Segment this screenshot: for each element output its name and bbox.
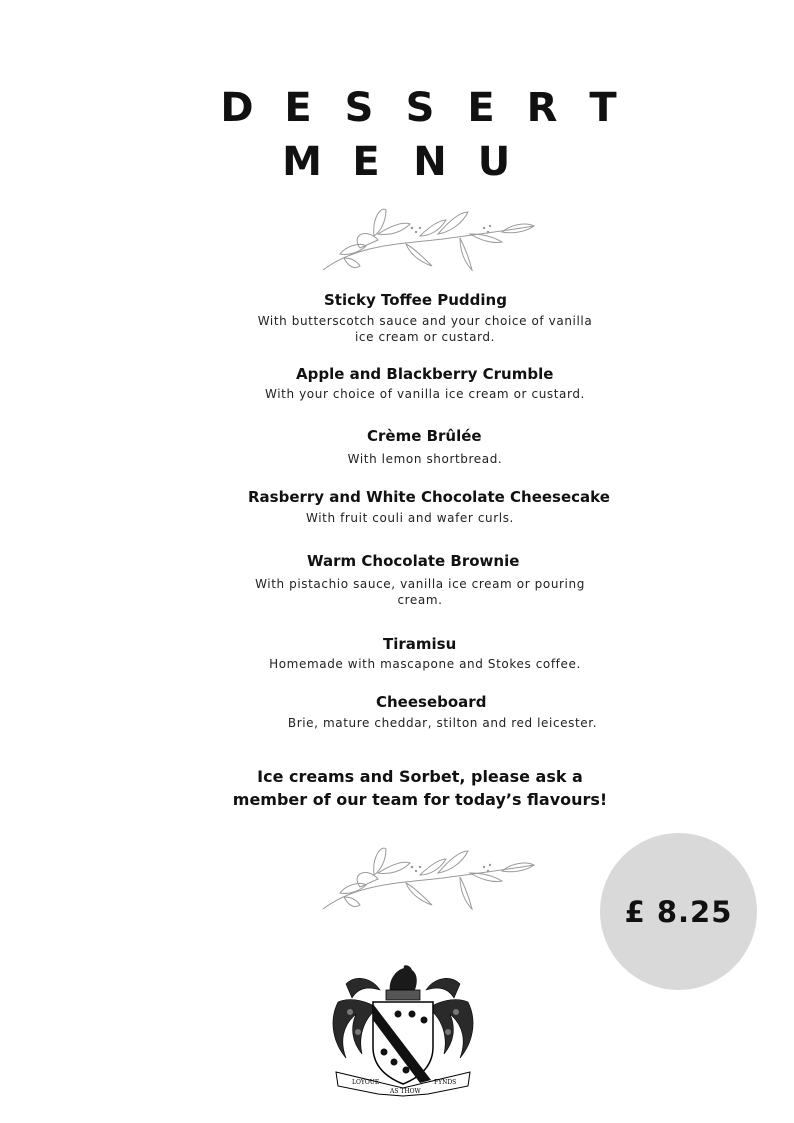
heraldic-crest-icon <box>328 962 478 1097</box>
crest-motto-left: LOYOUE <box>352 1079 380 1086</box>
menu-item-name: Crème Brûlée <box>367 427 482 445</box>
menu-item-description: With lemon shortbread. <box>347 452 503 466</box>
title-letter: N <box>413 139 447 185</box>
menu-item-description: Homemade with mascapone and Stokes coffee. <box>269 657 581 671</box>
title-letter: R <box>526 85 558 131</box>
menu-item-name: Apple and Blackberry Crumble <box>296 365 554 383</box>
price-badge <box>600 833 757 990</box>
title-letter: D <box>220 85 254 131</box>
title-letter: S <box>344 85 374 131</box>
menu-item-description: Brie, mature cheddar, stilton and red leicester. <box>287 716 598 730</box>
title-letter: M <box>282 139 322 185</box>
menu-item-name: Warm Chocolate Brownie <box>307 552 520 570</box>
price-label: £ 8.25 <box>624 894 733 929</box>
menu-item-name: Cheeseboard <box>376 693 487 711</box>
flavours-note: Ice creams and Sorbet, please ask a member of our team for today’s flavours! <box>232 767 608 809</box>
menu-item-description: With fruit couli and wafer curls. <box>306 511 514 525</box>
title-letter: S <box>405 85 435 131</box>
leaf-sprig-icon <box>320 204 540 274</box>
menu-item-description: With butterscotch sauce and your choice of vanilla ice cream or custard. <box>257 314 593 344</box>
title-letter: U <box>477 139 511 185</box>
leaf-sprig-icon <box>320 843 540 913</box>
title-letter: E <box>467 85 495 131</box>
crest-motto-right: FYNDS <box>434 1079 457 1086</box>
crest-motto-center: AS THOW <box>390 1088 421 1095</box>
title-letter: E <box>284 85 312 131</box>
menu-item-description: With your choice of vanilla ice cream or custard. <box>265 387 585 401</box>
menu-item-name: Sticky Toffee Pudding <box>324 291 507 309</box>
menu-item-name: Tiramisu <box>383 635 457 653</box>
menu-item-description: With pistachio sauce, vanilla ice cream or pouring cream. <box>255 577 585 607</box>
menu-item-name: Rasberry and White Chocolate Cheesecake <box>248 488 610 506</box>
title-letter: E <box>352 139 380 185</box>
title-letter: T <box>589 85 617 131</box>
